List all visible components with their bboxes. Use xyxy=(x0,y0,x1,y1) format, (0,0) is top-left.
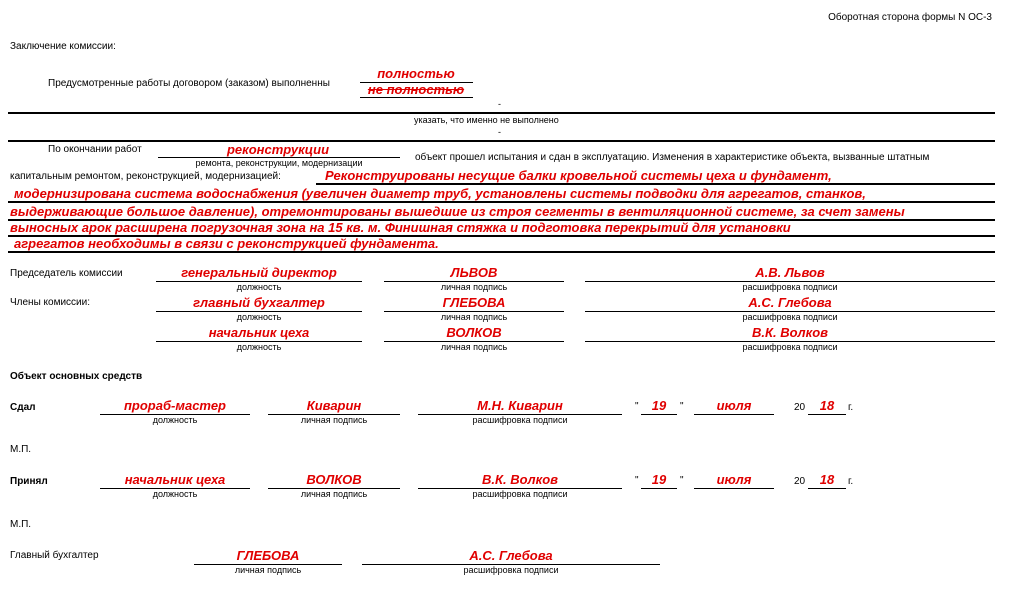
completion-caption: ремонта, реконструкции, модернизации xyxy=(195,158,363,168)
dash-2: - xyxy=(498,127,501,137)
chair-signature: ЛЬВОВ xyxy=(450,265,498,280)
completion-label: По окончании работ xyxy=(48,144,142,155)
fully-value: полностью xyxy=(377,66,455,81)
accepted-year: 18 xyxy=(819,472,835,487)
accepted-decode: В.К. Волков xyxy=(481,472,558,487)
chief-accountant-signature: ГЛЕБОВА xyxy=(236,548,300,563)
handed-signature-caption: личная подпись xyxy=(300,415,368,425)
handed-quote-close: " xyxy=(680,401,684,412)
stamp-place-1: М.П. xyxy=(10,444,32,455)
dash-1: - xyxy=(498,99,501,109)
member1-decode: А.С. Глебова xyxy=(748,295,832,310)
handed-year-suffix: г. xyxy=(848,402,854,413)
accepted-year-prefix: 20 xyxy=(794,476,806,487)
accepted-year-line xyxy=(808,488,846,489)
changes-line-5: агрегатов необходимы в связи с реконструкцией фундамента. xyxy=(14,236,439,251)
handed-position-caption: должность xyxy=(152,415,198,425)
handed-signature: Киварин xyxy=(306,398,362,413)
works-label: Предусмотренные работы договором (заказом) выполненны xyxy=(48,78,330,89)
member2-position: начальник цеха xyxy=(208,325,310,340)
chief-accountant-label: Главный бухгалтер xyxy=(10,550,99,561)
changes-line-4: выносных арок расширена погрузочная зона на 15 кв. м. Финишная стяжка и подготовка перекрытий для установки xyxy=(10,220,791,235)
member1-signature-caption: личная подпись xyxy=(440,312,508,322)
changes-underline-2 xyxy=(8,201,995,203)
member1-position-caption: должность xyxy=(236,312,282,322)
accepted-label: Принял xyxy=(10,476,48,487)
handed-quote-open: " xyxy=(635,401,639,412)
changes-line-1: Реконструированы несущие балки кровельной системы цеха и фундамент, xyxy=(325,168,832,183)
handed-year-prefix: 20 xyxy=(794,402,806,413)
not-done-hint: указать, что именно не выполнено xyxy=(414,115,559,125)
accepted-quote-open: " xyxy=(635,475,639,486)
member2-decode: В.К. Волков xyxy=(751,325,828,340)
accepted-position-caption: должность xyxy=(152,489,198,499)
handed-day-line xyxy=(641,414,677,415)
completion-value: реконструкции xyxy=(226,142,330,157)
chief-accountant-decode: А.С. Глебова xyxy=(469,548,553,563)
asset-title: Объект основных средств xyxy=(10,371,143,382)
member1-position: главный бухгалтер xyxy=(193,295,325,310)
handed-month-line xyxy=(694,414,774,415)
members-label: Члены комиссии: xyxy=(10,297,91,308)
member2-signature: ВОЛКОВ xyxy=(446,325,502,340)
member1-decode-caption: расшифровка подписи xyxy=(742,312,838,322)
accepted-signature: ВОЛКОВ xyxy=(306,472,362,487)
chief-accountant-signature-caption: личная подпись xyxy=(234,565,302,575)
member1-signature: ГЛЕБОВА xyxy=(442,295,506,310)
member2-position-caption: должность xyxy=(236,342,282,352)
chief-accountant-decode-caption: расшифровка подписи xyxy=(463,565,559,575)
handed-year-line xyxy=(808,414,846,415)
accepted-year-suffix: г. xyxy=(848,476,854,487)
not-done-line xyxy=(8,112,995,114)
accepted-month-line xyxy=(694,488,774,489)
changes-underline-5 xyxy=(8,251,995,253)
chair-position-caption: должность xyxy=(236,282,282,292)
not-done-line-2 xyxy=(8,140,995,142)
chair-position: генеральный директор xyxy=(181,265,337,280)
member2-signature-caption: личная подпись xyxy=(440,342,508,352)
handed-year: 18 xyxy=(819,398,835,413)
handed-decode-caption: расшифровка подписи xyxy=(472,415,568,425)
changes-line-3: выдерживающие большое давление), отремонтированы вышедшие из строя сегменты в вентиляционной системе, за счет замены xyxy=(10,204,905,219)
form-side-label: Оборотная сторона формы N ОС-3 xyxy=(828,12,992,23)
not-fully-value: не полностью xyxy=(367,82,465,97)
stamp-place-2: М.П. xyxy=(10,519,32,530)
completion-tail: объект прошел испытания и сдан в эксплуатацию. Изменения в характеристике объекта, вызванные штатным xyxy=(415,152,930,163)
accepted-position: начальник цеха xyxy=(124,472,226,487)
chair-signature-caption: личная подпись xyxy=(440,282,508,292)
accepted-quote-close: " xyxy=(680,475,684,486)
completion-label-2: капитальным ремонтом, реконструкцией, модернизацией: xyxy=(10,171,281,182)
not-fully-underline xyxy=(360,97,473,98)
handed-label: Сдал xyxy=(10,402,36,413)
handed-month: июля xyxy=(716,398,752,413)
accepted-day: 19 xyxy=(651,472,667,487)
conclusion-title: Заключение комиссии: xyxy=(10,41,116,52)
chair-label: Председатель комиссии xyxy=(10,268,123,279)
changes-line-2: модернизирована система водоснабжения (увеличен диаметр труб, установлены системы подводки для агрегатов, станков, xyxy=(14,186,866,201)
accepted-decode-caption: расшифровка подписи xyxy=(472,489,568,499)
handed-decode: М.Н. Киварин xyxy=(477,398,563,413)
chair-decode-caption: расшифровка подписи xyxy=(742,282,838,292)
accepted-month: июля xyxy=(716,472,752,487)
handed-day: 19 xyxy=(651,398,667,413)
changes-underline-1 xyxy=(316,183,995,185)
handed-position: прораб-мастер xyxy=(123,398,226,413)
accepted-signature-caption: личная подпись xyxy=(300,489,368,499)
accepted-day-line xyxy=(641,488,677,489)
chair-decode: А.В. Львов xyxy=(755,265,825,280)
member2-decode-caption: расшифровка подписи xyxy=(742,342,838,352)
